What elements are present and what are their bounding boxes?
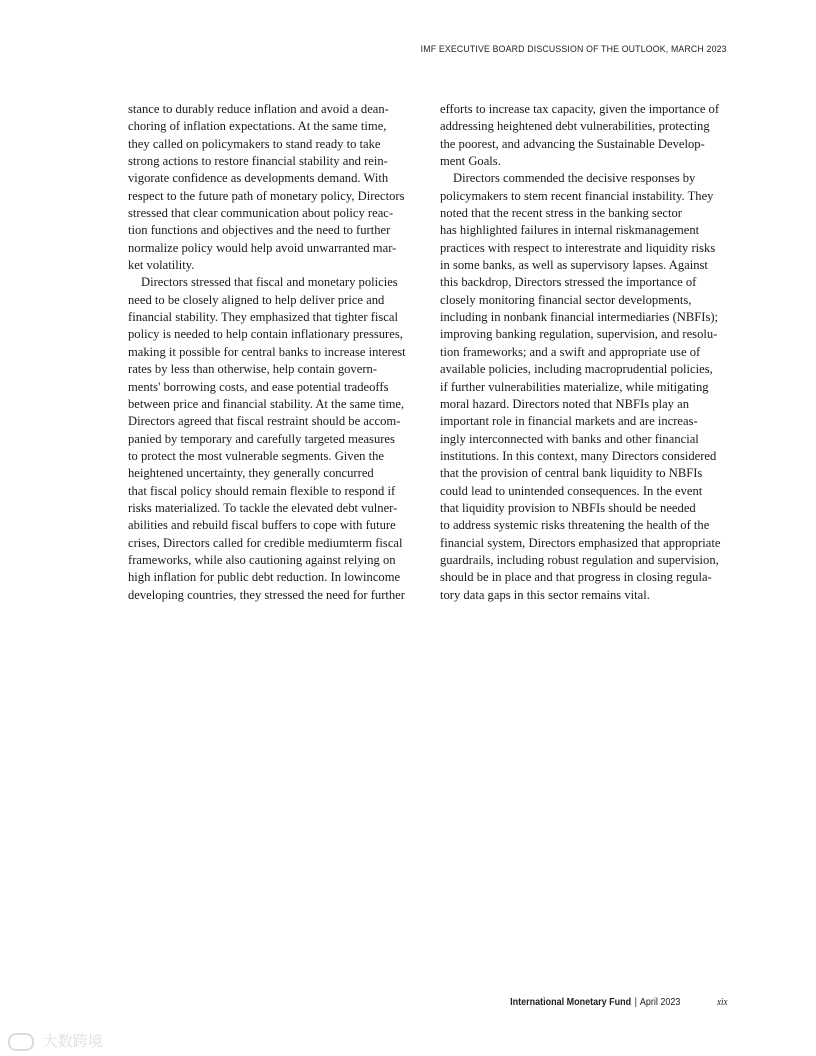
text-line: available policies, including macroprudential policies, (440, 362, 713, 377)
text-line: between price and financial stability. At the same time, (128, 396, 405, 411)
text-line: choring of inflation expectations. At the same time, (128, 119, 387, 134)
text-line: important role in financial markets and are increas- (440, 414, 698, 429)
text-line: heightened uncertainty, they generally concurred (128, 466, 374, 481)
page-number: xix (717, 997, 728, 1008)
text-line: stance to durably reduce inflation and avoid a dean- (128, 102, 389, 116)
footer-date: April 2023 (640, 997, 681, 1008)
text-line: should be in place and that progress in closing regula- (440, 570, 712, 585)
text-line: to protect the most vulnerable segments. Given the (128, 448, 385, 463)
text-line: policymakers to stem recent financial instability. They (440, 188, 714, 203)
text-line: closely monitoring financial sector developments, (440, 292, 692, 307)
text-line: respect to the future path of monetary policy, Directors (128, 188, 405, 203)
text-line: ingly interconnected with banks and other financial (440, 431, 699, 446)
watermark (8, 1030, 103, 1051)
text-line: high inflation for public debt reduction. In lowincome (128, 570, 401, 585)
text-line: that fiscal policy should remain flexible to respond if (128, 483, 396, 498)
text-line: strong actions to restore financial stability and rein- (128, 154, 388, 169)
text-line: risks materialized. To tackle the elevated debt vulner- (128, 500, 398, 515)
text-line: need to be closely aligned to help deliver price and (128, 292, 385, 307)
text-line: could lead to unintended consequences. In the event (440, 483, 703, 498)
text-line: tory data gaps in this sector remains vital. (440, 587, 650, 602)
text-line: developing countries, they stressed the need for further (128, 587, 405, 602)
text-line: tion frameworks; and a swift and appropriate use of (440, 344, 701, 359)
watermark-text: 大数跨境 (42, 1032, 103, 1050)
text-line: that liquidity provision to NBFIs should be needed (440, 500, 696, 515)
text-line: stressed that clear communication about policy reac- (128, 206, 394, 221)
footer-organization: International Monetary Fund (510, 997, 632, 1008)
text-line: institutions. In this context, many Directors considered (440, 448, 717, 463)
text-line: crises, Directors called for credible mediumterm fiscal (128, 535, 403, 550)
text-line: frameworks, while also cautioning against relying on (128, 552, 396, 567)
paragraph-start-line: Directors commended the decisive responses by (453, 171, 696, 186)
text-line: they called on policymakers to stand ready to take (128, 136, 381, 151)
text-line: financial system, Directors emphasized that appropriate (440, 535, 721, 550)
text-line: vigorate confidence as developments demand. With (128, 171, 389, 186)
text-line: guardrails, including robust regulation and supervision, (440, 552, 719, 567)
text-line: making it possible for central banks to increase interest (128, 344, 406, 359)
text-line: in some banks, as well as supervisory lapses. Against (440, 258, 708, 273)
text-line: ket volatility. (128, 258, 195, 273)
paragraph-start-line: Directors stressed that fiscal and monetary policies (141, 275, 398, 290)
watermark-logo-icon (8, 1033, 34, 1051)
text-line: financial stability. They emphasized that tighter fiscal (128, 310, 398, 325)
text-line: to address systemic risks threatening the health of the (440, 518, 710, 533)
text-line: abilities and rebuild fiscal buffers to cope with future (128, 518, 396, 533)
footer-separator: | (635, 997, 638, 1008)
text-line: the poorest, and advancing the Sustainable Develop- (440, 136, 705, 151)
text-line: this backdrop, Directors stressed the importance of (440, 275, 697, 290)
left-column (128, 101, 420, 604)
running-header: IMF EXECUTIVE BOARD DISCUSSION OF THE OUTLOOK, MARCH 2023 (420, 44, 727, 55)
text-line: panied by temporary and carefully targeted measures (128, 431, 395, 446)
text-line: improving banking regulation, supervision, and resolu- (440, 327, 718, 342)
text-line: moral hazard. Directors noted that NBFIs play an (440, 396, 690, 411)
text-line: policy is needed to help contain inflationary pressures, (128, 327, 403, 342)
text-line: addressing heightened debt vulnerabilities, protecting (440, 119, 710, 134)
text-line: practices with respect to interestrate and liquidity risks (440, 240, 716, 255)
text-line: including in nonbank financial intermediaries (NBFIs); (440, 310, 719, 325)
text-line: that the provision of central bank liquidity to NBFIs (440, 466, 703, 481)
text-line: normalize policy would help avoid unwarranted mar- (128, 240, 397, 255)
text-line: rates by less than otherwise, help contain govern- (128, 362, 378, 377)
text-line: has highlighted failures in internal riskmanagement (440, 223, 700, 238)
text-line: efforts to increase tax capacity, given the importance of (440, 102, 720, 116)
right-column (440, 101, 732, 604)
text-line: Directors agreed that fiscal restraint should be accom- (128, 414, 401, 429)
text-line: if further vulnerabilities materialize, while mitigating (440, 379, 709, 394)
text-line: noted that the recent stress in the banking sector (440, 206, 683, 221)
page-footer (511, 997, 728, 1008)
text-line: tion functions and objectives and the need to further (128, 223, 391, 238)
text-line: ment Goals. (440, 154, 501, 169)
text-line: ments' borrowing costs, and ease potential tradeoffs (128, 379, 389, 394)
